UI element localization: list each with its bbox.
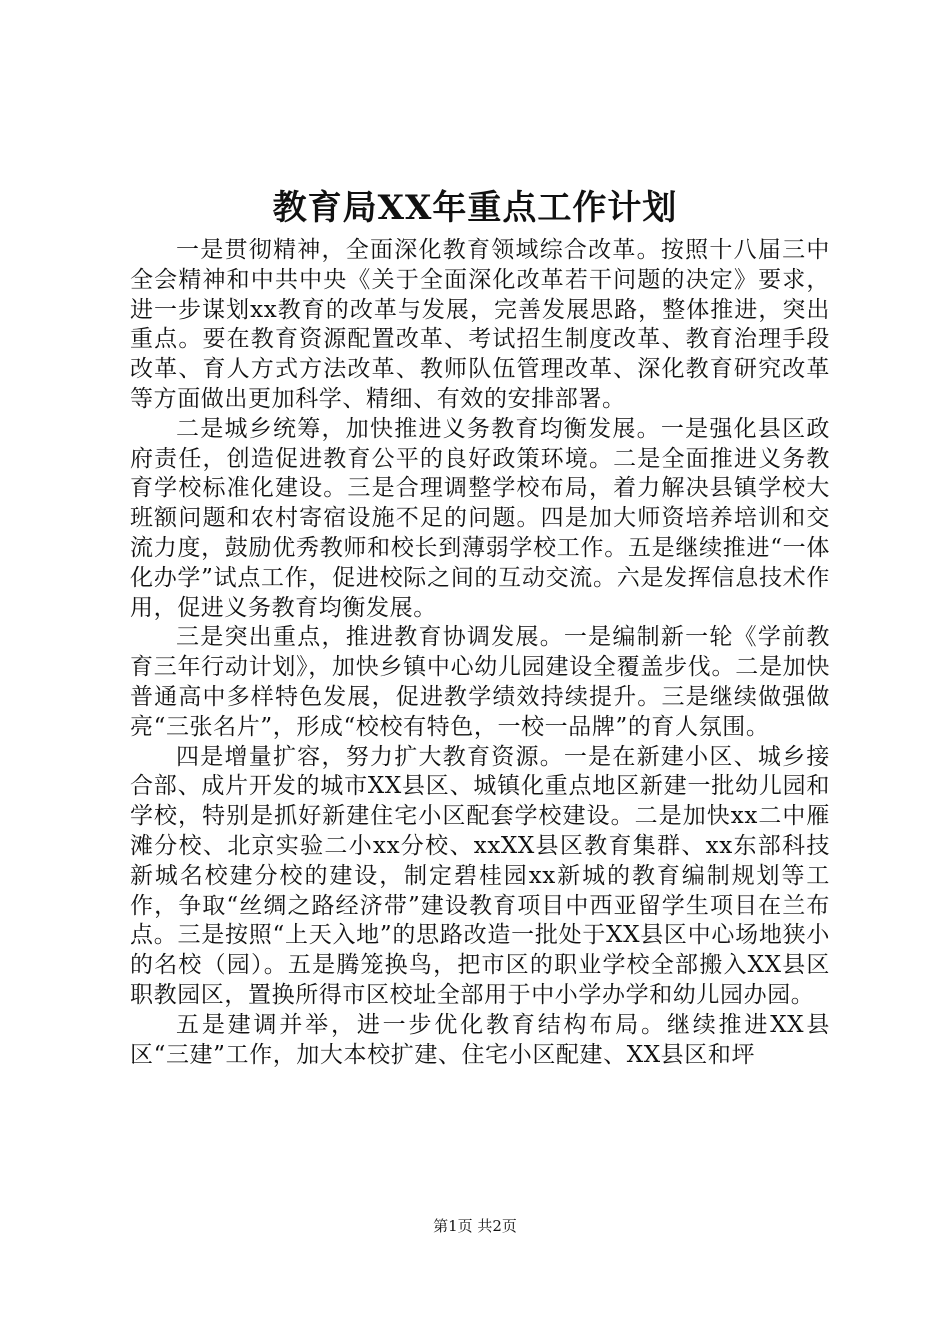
- paragraph: 一是贯彻精神，全面深化教育领域综合改革。按照十八届三中全会精神和中共中央《关于全面深化改革若干问题的决定》要求，进一步谋划xx教育的改革与发展，完善发展思路，整体推进，突出重点。要在教育资源配置改革、考试招生制度改革、教育治理手段改革、育人方式方法改革、教师队伍管理改革、深化教育研究改革等方面做出更加科学、精细、有效的安排部署。: [130, 237, 830, 412]
- paragraph: 四是增量扩容，努力扩大教育资源。一是在新建小区、城乡接合部、成片开发的城市XX县区、城镇化重点地区新建一批幼儿园和学校，特别是抓好新建住宅小区配套学校建设。二是加快xx二中雁滩分校、北京实验二小xx分校、xxXX县区教育集群、xx东部科技新城名校建分校的建设，制定碧桂园xx新城的教育编制规划等工作，争取“丝绸之路经济带”建设教育项目中西亚留学生项目在兰布点。三是按照“上天入地”的思路改造一批处于XX县区中心场地狭小的名校（园）。五是腾笼换鸟，把市区的职业学校全部搬入XX县区职教园区，置换所得市区校址全部用于中小学办学和幼儿园办园。: [130, 743, 830, 1008]
- paragraph: 二是城乡统筹，加快推进义务教育均衡发展。一是强化县区政府责任，创造促进教育公平的良好政策环境。二是全面推进义务教育学校标准化建设。三是合理调整学校布局，着力解决县镇学校大班额问题和农村寄宿设施不足的问题。四是加大师资培养培训和交流力度，鼓励优秀教师和校长到薄弱学校工作。五是继续推进“一体化办学”试点工作，促进校际之间的互动交流。六是发挥信息技术作用，促进义务教育均衡发展。: [130, 415, 830, 621]
- document-title: 教育局XX年重点工作计划: [272, 188, 678, 228]
- document-body: [130, 236, 830, 1070]
- paragraph: 三是突出重点，推进教育协调发展。一是编制新一轮《学前教育三年行动计划》，加快乡镇中心幼儿园建设全覆盖步伐。二是加快普通高中多样特色发展，促进教学绩效持续提升。三是继续做强做亮“三张名片”，形成“校校有特色，一校一品牌”的育人氛围。: [130, 624, 830, 740]
- page-footer: 第1页 共2页: [433, 1217, 517, 1235]
- paragraph: 五是建调并举，进一步优化教育结构布局。继续推进XX县区“三建”工作，加大本校扩建、住宅小区配建、XX县区和坪: [130, 1011, 830, 1068]
